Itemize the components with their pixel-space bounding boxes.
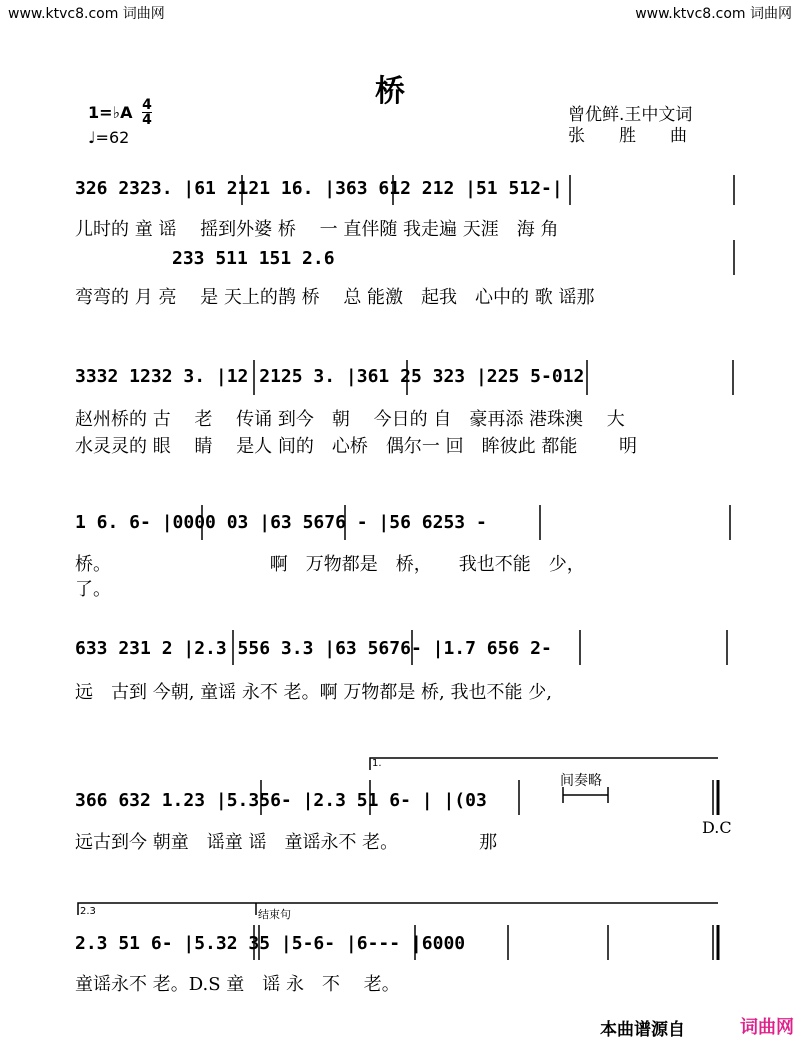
key-signature: 1=♭A xyxy=(88,103,133,122)
lyrics-row-6-verse-1: 童谣永不 老。D.S 童 谣 永 不 老。 xyxy=(75,974,400,995)
lyrics-row-3-verse-1: 桥。 啊 万物都是 桥， 我也不能 少， xyxy=(75,554,585,575)
lyrics-row-4-verse-1: 远 古到 今朝, 童谣 永不 老。啊 万物都是 桥, 我也不能 少, xyxy=(75,682,552,703)
notes-row-2: 3332 1232 3. |12 2125 3. |361 25 323 |225 5-012 xyxy=(75,366,585,387)
notes-row-5: 366 632 1.23 |5.356- |2.3 51 6- | |(03 xyxy=(75,790,487,811)
lyrics-row-2-verse-1: 赵州桥的 古 老 传诵 到今 朝 今日的 自 豪再添 港珠澳 大 xyxy=(75,409,625,430)
notes-row-1-alt: 233 511 151 2.6 xyxy=(172,248,335,269)
watermark-right: www.ktvc8.com 词曲网 xyxy=(635,6,792,22)
notes-row-6: 2.3 51 6- |5.32 35 |5-6- |6--- |6000 xyxy=(75,933,466,954)
meter-numerator: 4 xyxy=(142,97,152,113)
volta-1-label: 1. xyxy=(372,758,382,769)
song-title: 桥 xyxy=(375,74,405,109)
tempo-mark: ♩=62 xyxy=(88,128,130,147)
lyrics-row-1-verse-2: 弯弯的 月 亮 是 天上的鹊 桥 总 能激 起我 心中的 歌 谣那 xyxy=(75,287,595,308)
volta-2-label: 2.3 xyxy=(80,906,96,917)
brand-logo: 词曲网 xyxy=(740,1017,794,1038)
lyrics-row-1-verse-1: 儿时的 童 谣 摇到外婆 桥 一 直伴随 我走遍 天涯 海 角 xyxy=(75,219,559,240)
lyricist-credit: 曾优鲜.王中文词 xyxy=(568,105,693,125)
notes-row-3: 1 6. 6- |0000 03 |63 5676 - |56 6253 - xyxy=(75,512,487,533)
lyrics-row-2-verse-2: 水灵灵的 眼 睛 是人 间的 心桥 偶尔一 回 眸彼此 都能 明 xyxy=(75,436,638,457)
notes-row-1: 326 2323. |61 2121 16. |363 612 212 |51 512-| xyxy=(75,178,563,199)
interlude-label: 间奏略 xyxy=(560,773,602,789)
watermark-left: www.ktvc8.com 词曲网 xyxy=(8,6,165,22)
composer-credit: 张 胜 曲 xyxy=(568,126,687,146)
ending-label: 结束句 xyxy=(258,908,291,921)
source-label: 本曲谱源自 xyxy=(600,1020,685,1040)
lyrics-row-5-verse-1: 远古到今 朝童 谣童 谣 童谣永不 老。 那 xyxy=(75,832,498,853)
dc-mark: D.C xyxy=(702,818,732,837)
lyrics-row-3-verse-2: 了。 xyxy=(75,579,111,600)
meter-denominator: 4 xyxy=(142,112,152,128)
notes-row-4: 633 231 2 |2.3 556 3.3 |63 5676- |1.7 656 2- xyxy=(75,638,552,659)
